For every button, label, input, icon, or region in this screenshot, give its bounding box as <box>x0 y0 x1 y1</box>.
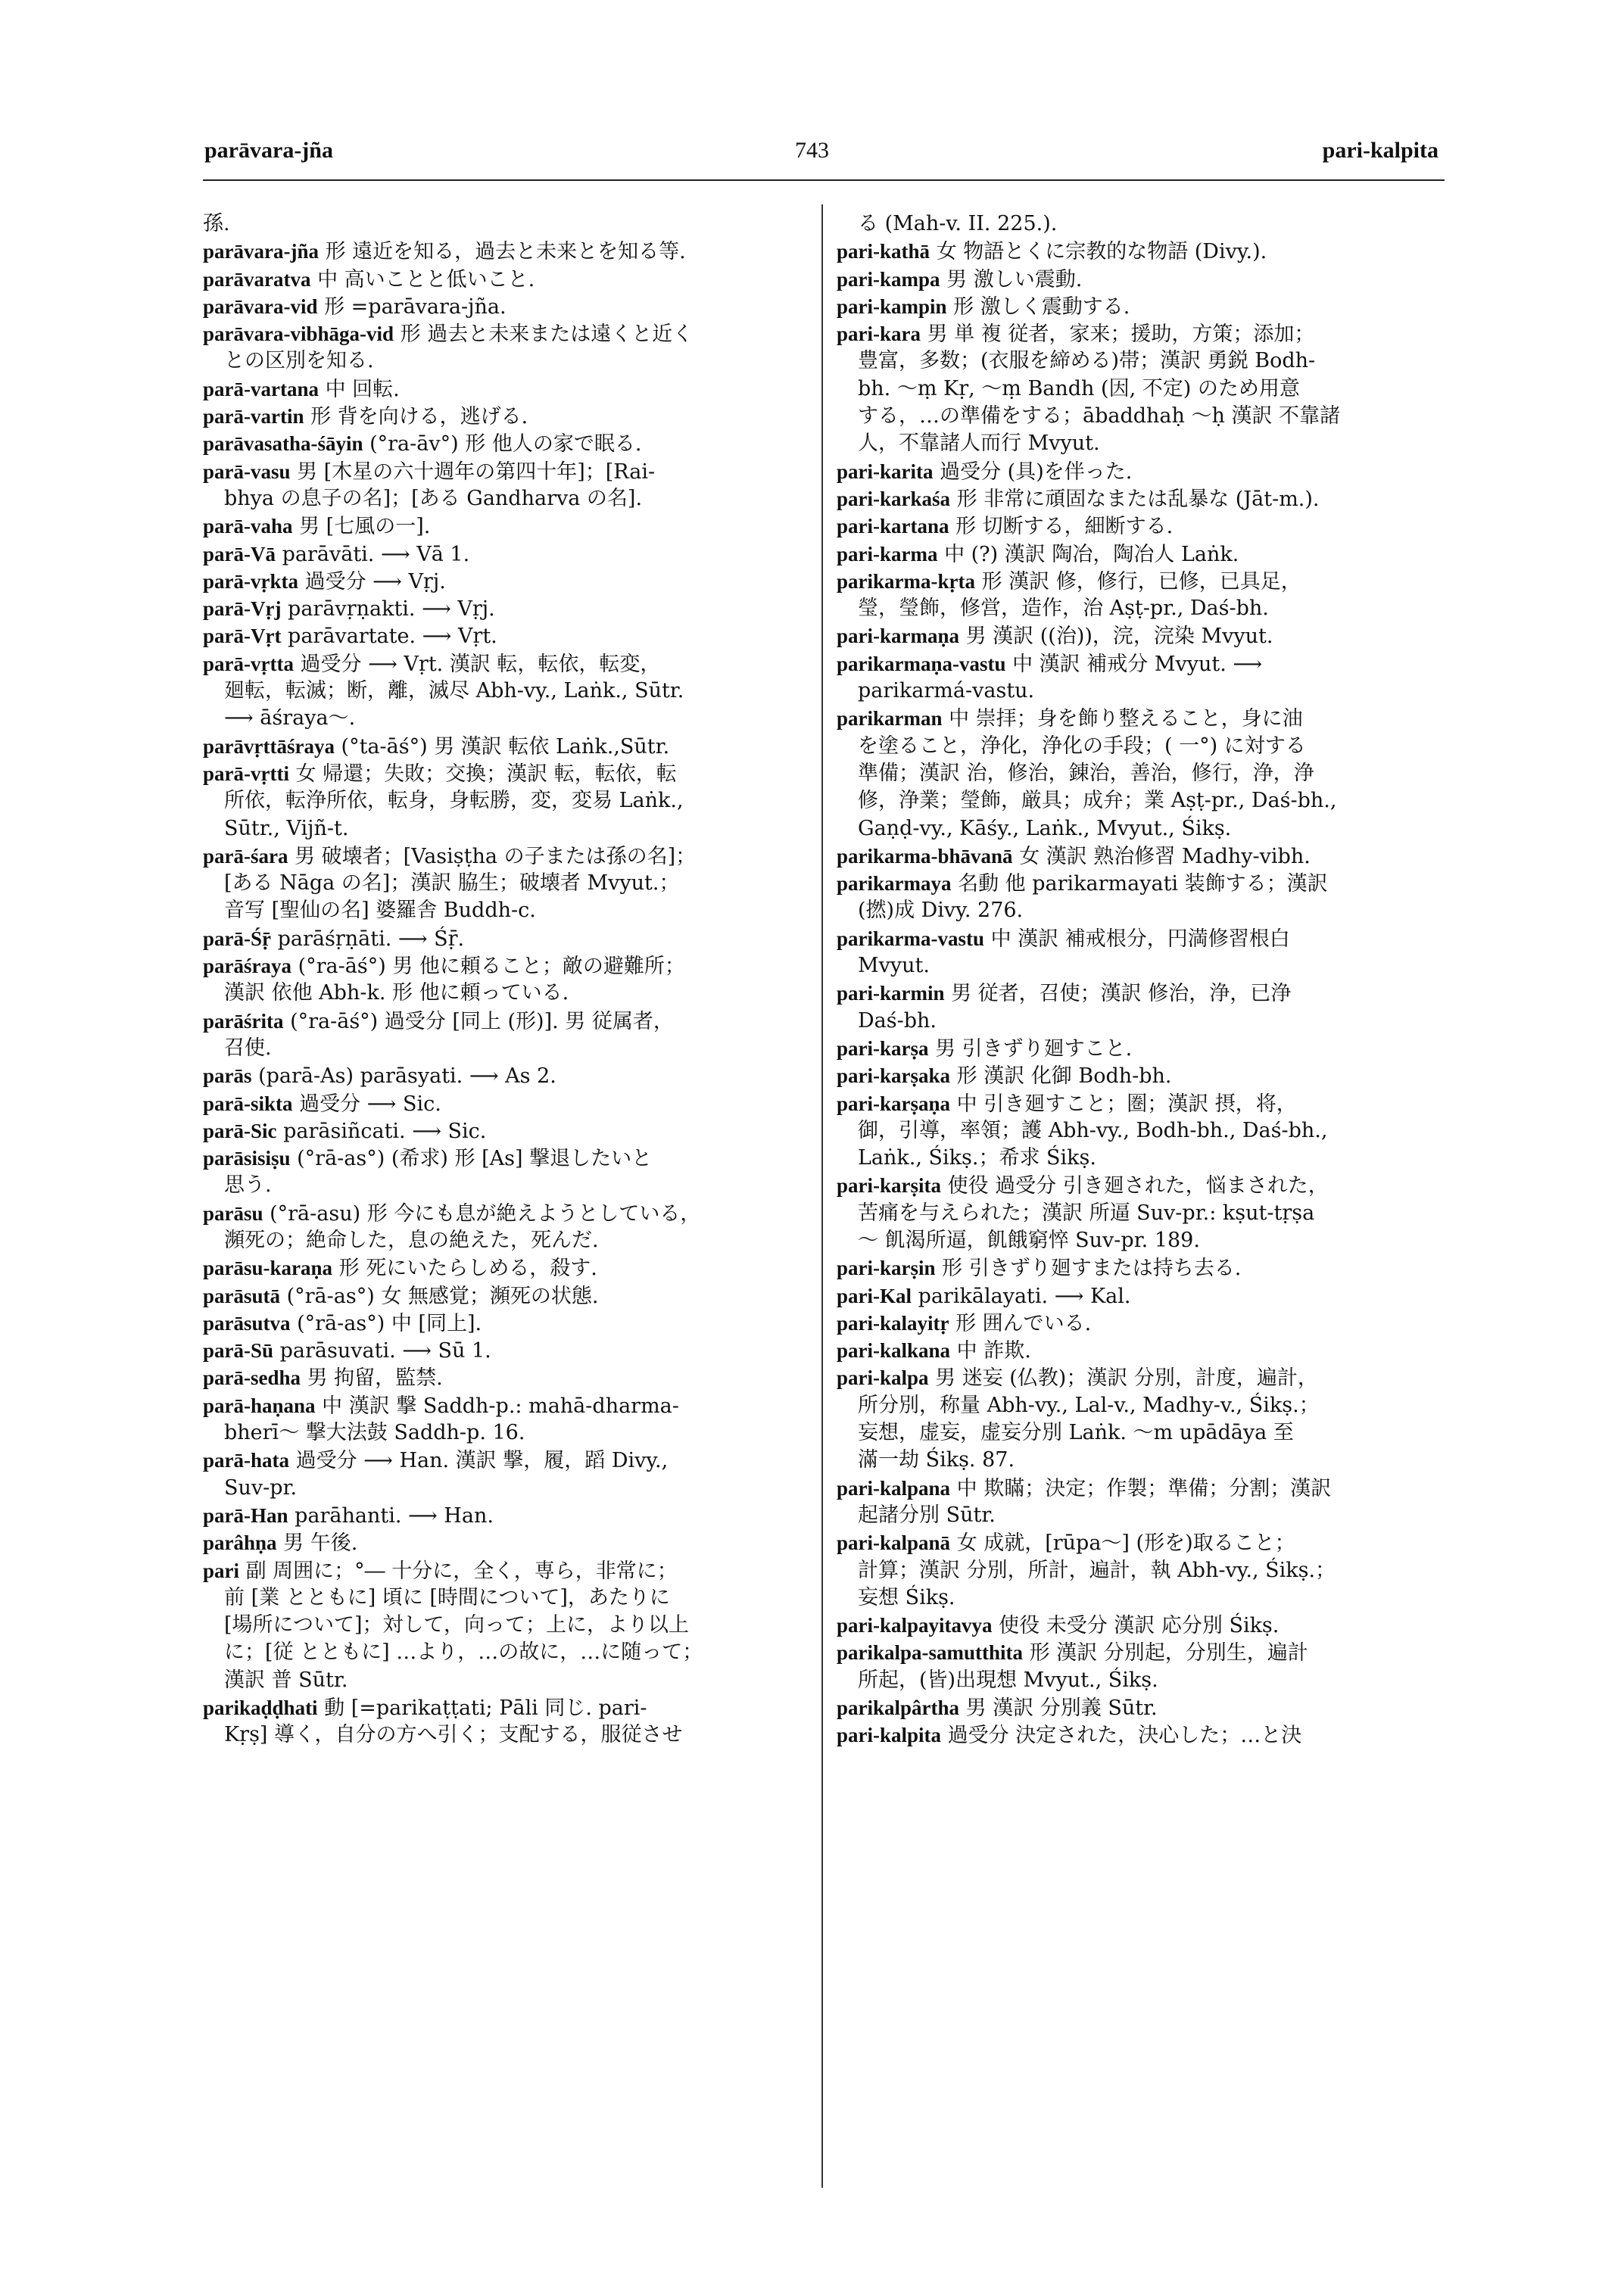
definition-text: 孫. <box>203 212 230 235</box>
dictionary-entry <box>837 1721 1442 1749</box>
definition-text: 使役 過受分 引き廻された，悩まされた， <box>941 1174 1329 1198</box>
definition-text: 思う. <box>224 1173 272 1198</box>
header-rule <box>203 179 1445 181</box>
entry-continuation <box>837 952 1442 980</box>
entry-continuation <box>837 815 1442 843</box>
dictionary-entry <box>837 1172 1442 1199</box>
definition-text: る (Mah-v. II. 225.). <box>858 212 1058 235</box>
dictionary-entry <box>837 238 1442 265</box>
definition-text: 中 (?) 漢訳 陶冶，陶冶人 Laṅk. <box>937 542 1239 566</box>
headword: parikalpârtha <box>837 1696 960 1720</box>
definition-text: 形 激しく震動する. <box>946 294 1130 319</box>
dictionary-entry <box>837 568 1442 595</box>
dictionary-entry <box>837 622 1442 650</box>
entry-continuation <box>837 760 1442 787</box>
definition-text: 形 引きずり廻すまたは持ち去る. <box>935 1257 1242 1281</box>
headword: pari-kalayitṛ <box>837 1311 949 1335</box>
entry-continuation <box>203 1721 809 1749</box>
dictionary-entry <box>837 1364 1442 1391</box>
definition-text: Laṅk., Śikṣ.；希求 Śikṣ. <box>858 1146 1096 1170</box>
headword: parā-Śṝ <box>203 927 271 950</box>
entry-continuation <box>203 1475 809 1502</box>
dictionary-entry <box>837 512 1442 540</box>
entry-continuation <box>837 1502 1442 1529</box>
headword: parāsutā <box>203 1284 281 1307</box>
definition-text: 瀕死の；絶命した，息の絶えた，死んだ. <box>224 1228 599 1252</box>
headword: parā-hata <box>203 1449 289 1472</box>
entry-continuation <box>203 1035 809 1062</box>
dictionary-entry <box>203 320 809 347</box>
definition-text: 召使. <box>224 1036 272 1060</box>
headword: pari-kalpa <box>837 1366 929 1390</box>
headword: parāvara-jña <box>203 240 319 263</box>
dictionary-entry <box>203 403 809 430</box>
definition-text: 中 崇拝；身を飾り整えること，身に油 <box>942 707 1303 731</box>
definition-text: (撚)成 Divy. 276. <box>858 899 1024 923</box>
dictionary-entry <box>203 430 809 457</box>
header-left-guideword: parāvara-jña <box>204 138 333 163</box>
dictionary-entry <box>203 1502 809 1529</box>
entry-continuation <box>837 403 1442 430</box>
headword: pari-kampa <box>837 267 940 291</box>
dictionary-entry <box>203 1062 809 1089</box>
definition-text: parāvāti. ⟶ Vā 1. <box>276 542 470 566</box>
definition-text: parikālayati. ⟶ Kal. <box>912 1284 1131 1308</box>
definition-text: 準備；漢訳 治，修治，錬治，善治，修行，浄，浄 <box>858 761 1314 785</box>
headword: parāśraya <box>203 955 291 978</box>
left-column <box>203 210 809 1749</box>
headword: parikarma-bhāvanā <box>837 844 1013 868</box>
entry-continuation <box>203 1419 809 1447</box>
definition-text: 男 拘留，監禁. <box>301 1366 443 1391</box>
entry-continuation <box>203 1172 809 1199</box>
definition-text: (°ra-āś°) 過受分 [同上 (形)]. 男 従属者， <box>283 1009 674 1033</box>
page-number: 743 <box>795 138 829 163</box>
definition-text: (°ra-āv°) 形 他人の家で眠る. <box>363 432 642 456</box>
definition-text: (°ta-āś°) 男 漢訳 転依 Laṅk.,Sūtr. <box>334 734 670 759</box>
dictionary-entry <box>203 1694 809 1721</box>
dictionary-entry <box>203 952 809 980</box>
definition-text: parikarmá-vastu. <box>858 679 1035 703</box>
headword: parāsutva <box>203 1311 291 1335</box>
headword: parā-vasu <box>203 460 291 483</box>
headword: parā-Sū <box>203 1339 274 1363</box>
dictionary-entry <box>203 733 809 760</box>
entry-continuation <box>837 375 1442 403</box>
definition-text: 修，浄業；瑩飾，厳具；成弁；業 Aṣṭ-pr., Daś-bh., <box>858 789 1337 813</box>
definition-text: [ある Nāga の名]；漢訳 脇生；破壊者 Mvyut.； <box>224 871 680 896</box>
definition-text: 形 過去と未来または遠くと近く <box>394 322 694 347</box>
entry-continuation <box>203 1584 809 1612</box>
definition-text: 女 漢訳 熟治修習 Madhy-vibh. <box>1012 844 1311 868</box>
entry-continuation <box>837 1667 1442 1694</box>
headword: parā-śara <box>203 844 288 868</box>
definition-text: (°rā-as°) 女 無感覚；瀕死の状態. <box>280 1284 599 1308</box>
headword: parā-Vṛt <box>203 625 282 648</box>
headword: pari-kalkana <box>837 1339 951 1363</box>
definition-text: 名動 他 parikarmayati 装飾する；漢訳 <box>951 872 1328 896</box>
headword: parikarma-vastu <box>837 927 984 950</box>
entry-continuation <box>837 1584 1442 1612</box>
headword: parikarmaṇa-vastu <box>837 652 1006 675</box>
dictionary-entry <box>837 925 1442 952</box>
headword: parāśrita <box>203 1009 284 1033</box>
definition-text: 男 従者，召使；漢訳 修治，浄，已浄 <box>944 982 1292 1006</box>
headword: parāvaratva <box>203 267 311 291</box>
headword: parā-Han <box>203 1503 288 1527</box>
dictionary-entry <box>203 1200 809 1227</box>
headword: parikaḍḍhati <box>203 1696 318 1720</box>
headword: parā-sedha <box>203 1366 301 1390</box>
dictionary-entry <box>203 622 809 650</box>
definition-text: 前 [業 とともに] 頃に [時間について]，あたりに <box>224 1585 670 1609</box>
dictionary-entry <box>837 1475 1442 1502</box>
definition-text: 男 引きずり廻すこと. <box>928 1036 1133 1061</box>
entry-continuation <box>203 815 809 843</box>
entry-continuation <box>837 733 1442 760</box>
definition-text: 音写 [聖仙の名] 婆羅舎 Buddh-c. <box>224 899 536 923</box>
definition-text: 形 遠近を知る，過去と未来とを知る等. <box>318 240 686 264</box>
header-right-guideword: pari-kalpita <box>1322 138 1439 163</box>
dictionary-entry <box>837 650 1442 678</box>
dictionary-entry <box>203 1337 809 1364</box>
dictionary-entry <box>203 568 809 595</box>
entry-continuation <box>837 787 1442 815</box>
definition-text: 中 漢訳 補戒根分，円満修習根白 <box>984 927 1290 951</box>
headword: pari-kampin <box>837 294 947 318</box>
headword: pari-karmin <box>837 982 945 1005</box>
definition-text: 苦痛を与えられた；漢訳 所逼 Suv-pr.: kṣut-tṛṣa <box>858 1201 1315 1225</box>
definition-text: bh. ～ṃ Kṛ, ～ṃ Bandh (因, 不定) のため用意 <box>858 376 1300 400</box>
definition-text: 男 漢訳 ((治))，浣，浣染 Mvyut. <box>959 625 1273 649</box>
definition-text: 所起，(皆)出現想 Mvyut., Śikṣ. <box>858 1668 1158 1692</box>
definition-text: 滿一劫 Śikṣ. 87. <box>858 1448 1015 1472</box>
dictionary-entry <box>837 1694 1442 1721</box>
headword: pari-karita <box>837 460 934 483</box>
dictionary-entry <box>203 238 809 265</box>
entry-continuation <box>203 1639 809 1666</box>
headword: parikarmaya <box>837 872 952 896</box>
entry-continuation <box>203 787 809 815</box>
definition-text: 人，不靠諸人而行 Mvyut. <box>858 431 1100 456</box>
dictionary-entry <box>837 843 1442 870</box>
headword: pari-kathā <box>837 240 930 263</box>
dictionary-entry <box>203 1254 809 1282</box>
definition-text: 形 漢訳 化御 Bodh-bh. <box>950 1064 1172 1089</box>
entry-continuation <box>203 678 809 705</box>
definition-text: 男 [七風の一]. <box>292 515 431 539</box>
dictionary-entry <box>203 375 809 403</box>
right-column <box>837 210 1442 1749</box>
dictionary-entry <box>837 320 1442 347</box>
column-divider <box>821 204 823 2188</box>
entry-continuation <box>837 210 1442 238</box>
definition-text: 使役 未受分 漢訳 応分別 Śikṣ. <box>992 1614 1280 1638</box>
entry-continuation <box>837 1145 1442 1172</box>
headword: pari-karṣita <box>837 1174 941 1198</box>
headword: pari-karkaśa <box>837 487 951 510</box>
headword: pari-karma <box>837 542 938 565</box>
definition-text: parāhanti. ⟶ Han. <box>288 1503 494 1528</box>
dictionary-entry <box>203 1557 809 1584</box>
definition-text: 男 破壊者；[Vasiṣṭha の子または孫の名]； <box>288 844 697 868</box>
entry-continuation <box>837 595 1442 622</box>
headword: pari-karṣa <box>837 1036 929 1060</box>
entry-continuation <box>837 1008 1442 1035</box>
definition-text: 過受分 決定された，決心した；…と決 <box>941 1724 1302 1748</box>
headword: parā-Vṛj <box>203 597 282 621</box>
entry-continuation <box>837 1557 1442 1584</box>
definition-text: 豊富，多数；(衣服を締める)帯；漢訳 勇鋭 Bodh- <box>858 349 1316 373</box>
definition-text: ～ 飢渴所逼，飢餓窮悴 Suv-pr. 189. <box>858 1228 1200 1252</box>
definition-text: 過受分 (具)を伴った. <box>933 460 1133 484</box>
headword: parā-Vā <box>203 542 276 565</box>
dictionary-entry <box>837 1062 1442 1089</box>
definition-text: (°rā-as°) (希求) 形 [As] 撃退したいと <box>290 1147 653 1171</box>
entry-continuation <box>203 980 809 1007</box>
dictionary-entry <box>837 1612 1442 1639</box>
headword: pari-karṣaṇa <box>837 1092 951 1115</box>
definition-text: 形 漢訳 修，修行，已修，已具足， <box>974 569 1301 594</box>
definition-text: 形 =parāvara-jña. <box>317 294 507 319</box>
dictionary-entry <box>203 650 809 678</box>
entry-continuation <box>203 897 809 924</box>
definition-text: 女 物語とくに宗教的な物語 (Divy.). <box>930 240 1267 264</box>
dictionary-entry <box>203 1008 809 1035</box>
definition-text: (°rā-asu) 形 今にも息が絶えようとしている， <box>263 1201 701 1226</box>
definition-text: Kṛṣ] 導く，自分の方へ引く；支配する，服従させ <box>224 1723 683 1747</box>
definition-text: 形 漢訳 分別起，分別生，遍計 <box>1023 1641 1308 1665</box>
definition-text: 形 囲んでいる. <box>949 1311 1092 1335</box>
definition-text: 漢訳 依他 Abh-k. 形 他に頼っている. <box>224 981 569 1005</box>
headword: parā-vṛtti <box>203 762 289 785</box>
definition-text: 動 [=parikaṭṭati; Pāli 同じ. pari- <box>317 1696 647 1721</box>
headword: parā-vartin <box>203 405 304 428</box>
definition-text: 形 切断する，細断する. <box>949 515 1174 539</box>
dictionary-entry <box>203 1145 809 1172</box>
headword: pari <box>203 1559 240 1582</box>
dictionary-entry <box>203 458 809 485</box>
definition-text: 形 非常に頑固なまたは乱暴な (Jāt-m.). <box>950 487 1320 511</box>
definition-text: 瑩，瑩飾，修営，造作，治 Aṣṭ-pr., Daś-bh. <box>858 597 1269 621</box>
headword: pari-Kal <box>837 1284 912 1307</box>
dictionary-entry <box>837 1639 1442 1666</box>
definition-text: 過受分 ⟶ Vṛj. <box>298 569 446 594</box>
headword: pari-kartana <box>837 515 949 538</box>
headword: parâhṇa <box>203 1531 277 1555</box>
headword: parā-vṛkta <box>203 569 298 593</box>
definition-text: 男 漢訳 分別義 Sūtr. <box>959 1696 1158 1721</box>
headword: parāvara-vibhāga-vid <box>203 322 394 346</box>
dictionary-entry <box>837 1529 1442 1556</box>
headword: parā-sikta <box>203 1092 293 1115</box>
headword: pari-kalpayitavya <box>837 1614 993 1637</box>
headword: parikalpa-samutthita <box>837 1641 1024 1665</box>
headword: parikarman <box>837 707 943 731</box>
dictionary-entry <box>203 266 809 293</box>
headword: parāvasatha-śāyin <box>203 432 363 456</box>
dictionary-entry <box>203 293 809 320</box>
dictionary-entry <box>203 760 809 787</box>
definition-text: 所依，転浄所依，転身，身転勝，変，変易 Laṅk., <box>224 789 684 813</box>
definition-text: Sūtr., Vijñ-t. <box>224 816 349 840</box>
dictionary-entry <box>837 1310 1442 1337</box>
definition-text: に；[従 とともに] …より，…の故に，…に随って； <box>224 1640 703 1665</box>
definition-text: parāvṛṇakti. ⟶ Vṛj. <box>281 597 495 622</box>
dictionary-entry <box>837 1090 1442 1117</box>
headword: parā-vartana <box>203 377 319 400</box>
dictionary-entry <box>203 1529 809 1556</box>
dictionary-entry <box>837 266 1442 293</box>
definition-text: 過受分 ⟶ Vṛt. 漢訳 転，転依，転変， <box>293 652 661 676</box>
headword: parāvṛttāśraya <box>203 734 335 758</box>
definition-text: 妄想，虚妄，虚妄分別 Laṅk. ～m upādāya 至 <box>858 1421 1294 1445</box>
entry-continuation <box>837 1200 1442 1227</box>
headword: parās <box>203 1064 252 1088</box>
entry-continuation <box>837 347 1442 375</box>
headword: parikarma-kṛta <box>837 569 975 593</box>
dictionary-entry <box>203 1447 809 1474</box>
entry-continuation <box>837 1447 1442 1474</box>
entry-continuation <box>837 678 1442 705</box>
definition-text: を塗ること，浄化，浄化の手段；( 一°) に対する <box>858 734 1306 758</box>
definition-text: 漢訳 普 Sūtr. <box>224 1668 348 1692</box>
entry-continuation <box>203 1667 809 1694</box>
dictionary-entry <box>203 541 809 568</box>
definition-text: Mvyut. <box>858 954 930 978</box>
dictionary-entry <box>837 485 1442 512</box>
definition-text: parāsuvati. ⟶ Sū 1. <box>273 1339 491 1363</box>
definition-text: 計算；漢訳 分別，所計，遍計，執 Abh-vy., Śikṣ.； <box>858 1558 1336 1582</box>
headword: parā-haṇana <box>203 1394 316 1417</box>
definition-text: 女 帰還；失敗；交換；漢訳 転，転依，転 <box>288 762 677 786</box>
entry-continuation <box>203 1227 809 1254</box>
headword: parāsisiṣu <box>203 1147 291 1170</box>
dictionary-entry <box>837 1337 1442 1364</box>
definition-text: 中 漢訳 補戒分 Mvyut. ⟶ <box>1005 652 1263 676</box>
running-header <box>204 138 1439 173</box>
definition-text: 中 詐欺. <box>950 1339 1031 1363</box>
headword: pari-karṣin <box>837 1257 936 1280</box>
definition-text: 形 死にいたらしめる，殺す. <box>332 1257 597 1281</box>
definition-text: ⟶ āśraya～. <box>224 706 356 731</box>
dictionary-entry <box>837 1254 1442 1282</box>
headword: parā-Sic <box>203 1119 277 1142</box>
definition-text: 男 迷妄 (仏教)；漢訳 分別，計度，遍計， <box>928 1366 1318 1391</box>
entry-continuation <box>203 1612 809 1639</box>
dictionary-entry <box>203 1117 809 1145</box>
definition-text: 起諸分別 Sūtr. <box>858 1503 996 1527</box>
definition-text: Gaṇḍ-vy., Kāśy., Laṅk., Mvyut., Śikṣ. <box>858 816 1232 840</box>
definition-text: 妄想 Śikṣ. <box>858 1585 955 1609</box>
definition-text: 副 周囲に；°― 十分に，全く，専ら，非常に； <box>239 1559 678 1583</box>
definition-text: 中 欺瞞；決定；作製；準備；分割；漢訳 <box>950 1476 1332 1500</box>
dictionary-entry <box>203 512 809 540</box>
headword: parāsu-karaṇa <box>203 1257 333 1280</box>
headword: pari-karmaṇa <box>837 625 959 648</box>
headword: parā-vṛtta <box>203 652 294 675</box>
definition-text: 所分別，称量 Abh-vy., Lal-v., Madhy-v., Śikṣ.； <box>858 1393 1320 1417</box>
headword: pari-kalpita <box>837 1724 942 1747</box>
definition-text: parāśṛṇāti. ⟶ Śṝ. <box>271 927 465 951</box>
definition-text: bhya の息子の名]；[ある Gandharva の名]. <box>224 486 643 510</box>
definition-text: Daś-bh. <box>858 1008 937 1033</box>
dictionary-entry <box>203 1310 809 1337</box>
headword: pari-karṣaka <box>837 1064 951 1088</box>
dictionary-entry <box>837 870 1442 897</box>
definition-text: 過受分 ⟶ Sic. <box>292 1092 441 1116</box>
definition-text: bherī～ 撃大法鼓 Saddh-p. 16. <box>224 1421 525 1445</box>
dictionary-entry <box>203 595 809 622</box>
definition-text: parāsiñcati. ⟶ Sic. <box>276 1119 487 1143</box>
definition-text: (°ra-āś°) 男 他に頼ること；敵の避難所； <box>291 955 685 979</box>
dictionary-entry <box>203 925 809 952</box>
headword: pari-kara <box>837 322 921 346</box>
definition-text: parāvartate. ⟶ Vṛt. <box>281 625 497 649</box>
definition-text: (°rā-as°) 中 [同上]. <box>290 1311 482 1335</box>
definition-text: 中 引き廻すこと；圏；漢訳 摂，将， <box>950 1092 1297 1116</box>
entry-continuation <box>837 1419 1442 1447</box>
dictionary-entry <box>837 980 1442 1007</box>
definition-text: (parā-As) parāsyati. ⟶ As 2. <box>251 1064 556 1089</box>
entry-continuation <box>837 1392 1442 1419</box>
dictionary-entry <box>203 1282 809 1310</box>
headword: pari-kalpana <box>837 1476 951 1500</box>
entry-continuation <box>203 210 809 238</box>
dictionary-entry <box>837 705 1442 732</box>
headword: pari-kalpanā <box>837 1531 951 1555</box>
definition-text: 過受分 ⟶ Han. 漢訳 撃，履，蹈 Divy., <box>289 1449 669 1473</box>
definition-text: 男 激しい震動. <box>940 267 1083 291</box>
dictionary-entry <box>203 843 809 870</box>
definition-text: 女 成就，[rūpa～] (形を)取ること； <box>950 1531 1295 1556</box>
dictionary-entry <box>837 1035 1442 1062</box>
dictionary-entry <box>837 458 1442 485</box>
headword: parā-vaha <box>203 515 293 538</box>
dictionary-entry <box>837 293 1442 320</box>
dictionary-entry <box>203 1090 809 1117</box>
entry-continuation <box>837 1227 1442 1254</box>
dictionary-entry <box>837 541 1442 568</box>
definition-text: 中 漢訳 撃 Saddh-p.: mahā-dharma- <box>315 1394 679 1418</box>
definition-text: 廻転，転滅；断，離，滅尽 Abh-vy., Laṅk., Sūtr. <box>224 679 684 703</box>
entry-continuation <box>837 430 1442 457</box>
entry-continuation <box>203 705 809 732</box>
definition-text: する，…の準備をする；ābaddhaḥ ～ḥ 漢訳 不靠諸 <box>858 404 1341 428</box>
dictionary-entry <box>203 1364 809 1391</box>
definition-text: 男 午後. <box>276 1531 358 1556</box>
entry-continuation <box>203 347 809 375</box>
definition-text: 御，引導，率領；護 Abh-vy., Bodh-bh., Daś-bh., <box>858 1118 1328 1142</box>
definition-text: Suv-pr. <box>224 1475 298 1500</box>
definition-text: 形 背を向ける，逃げる. <box>304 405 528 429</box>
definition-text: 男 単 複 従者，家来；援助，方策；添加； <box>921 322 1315 347</box>
definition-text: [場所について]；対して，向って；上に，より以上 <box>224 1613 689 1637</box>
entry-continuation <box>837 897 1442 924</box>
headword: parāsu <box>203 1201 263 1225</box>
entry-continuation <box>203 870 809 897</box>
dictionary-entry <box>203 1392 809 1419</box>
dictionary-entry <box>837 1282 1442 1310</box>
definition-text: 中 高いことと低いこと. <box>310 267 535 291</box>
definition-text: 中 回転. <box>318 377 400 401</box>
headword: parāvara-vid <box>203 294 318 318</box>
definition-text: 男 [木星の六十週年の第四十年]；[Rai- <box>290 460 656 484</box>
entry-continuation <box>837 1117 1442 1145</box>
entry-continuation <box>203 485 809 512</box>
definition-text: との区別を知る. <box>224 349 374 373</box>
